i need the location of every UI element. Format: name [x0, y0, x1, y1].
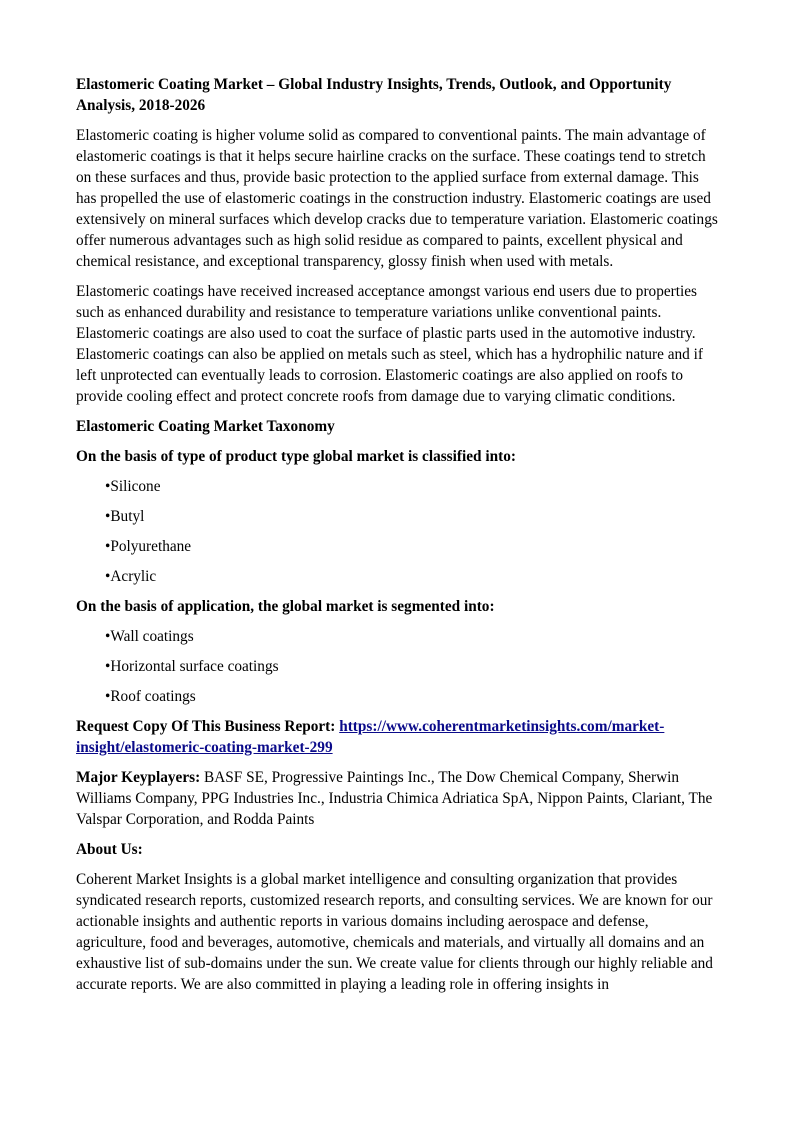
list-item-product-type: •Acrylic: [105, 568, 157, 585]
keyplayers-label: Major Keyplayers:: [76, 769, 201, 786]
list-item-application: •Wall coatings: [105, 628, 194, 645]
document-page: [76, 74, 720, 1004]
keyplayers-line: [76, 767, 720, 830]
about-paragraph: Coherent Market Insights is a global market intelligence and consulting organization that provides syndicated research reports, customized research reports, and consulting services. We are known for our actionable insights and authentic reports in various domains including aerospace and defense, agriculture, food and beverages, automotive, chemicals and materials, and virtually all domains and an exhaustive list of sub-domains under the sun. We create value for clients through our highly reliable and accurate reports. We are also committed in playing a leading role in offering insights in: [76, 871, 713, 993]
intro-paragraph: Elastomeric coating is higher volume solid as compared to conventional paints. The main advantage of elastomeric coatings is that it helps secure hairline cracks on the surface. These coatings tend to stretch on these surfaces and thus, provide basic protection to the applied surface from external damage. This has propelled the use of elastomeric coatings in the construction industry. Elastomeric coatings are used extensively on mineral surfaces which develop cracks due to temperature variation. Elastomeric coatings offer numerous advantages such as high solid residue as compared to paints, excellent physical and chemical resistance, and exceptional transparency, glossy finish when used with metals.: [76, 127, 718, 270]
list-item-product-type: •Silicone: [105, 478, 161, 495]
taxonomy-heading: Elastomeric Coating Market Taxonomy: [76, 418, 335, 435]
application-heading: On the basis of application, the global market is segmented into:: [76, 598, 495, 615]
list-item-product-type: •Butyl: [105, 508, 145, 525]
list-item-product-type: •Polyurethane: [105, 538, 192, 555]
keyplayers-list: BASF SE, Progressive Paintings Inc., The Dow Chemical Company, Sherwin Williams Company, PPG Industries Inc., Industria Chimica Adriatica SpA, Nippon Paints, Clariant, The Valspar Corporation, and Rodda Paints: [76, 769, 713, 828]
request-report-line: [76, 716, 720, 758]
list-item-application: •Roof coatings: [105, 688, 196, 705]
list-item-application: •Horizontal surface coatings: [105, 658, 279, 675]
product-type-heading: On the basis of type of product type global market is classified into:: [76, 448, 516, 465]
document-title: Elastomeric Coating Market – Global Industry Insights, Trends, Outlook, and Opportunity Analysis, 2018-2026: [76, 76, 672, 114]
about-heading: About Us:: [76, 841, 143, 858]
acceptance-paragraph: Elastomeric coatings have received increased acceptance amongst various end users due to properties such as enhanced durability and resistance to temperature variations unlike conventional paints. Elastomeric coatings are also used to coat the surface of plastic parts used in the automotive industry. Elastomeric coatings can also be applied on metals such as steel, which has a hydrophilic nature and if left unprotected can eventually leads to corrosion. Elastomeric coatings are also applied on roofs to provide cooling effect and protect concrete roofs from damage due to varying climatic conditions.: [76, 283, 703, 405]
report-link[interactable]: https://www.coherentmarketinsights.com/market-insight/elastomeric-coating-market-299: [76, 718, 665, 756]
request-report-label: Request Copy Of This Business Report:: [76, 718, 340, 735]
